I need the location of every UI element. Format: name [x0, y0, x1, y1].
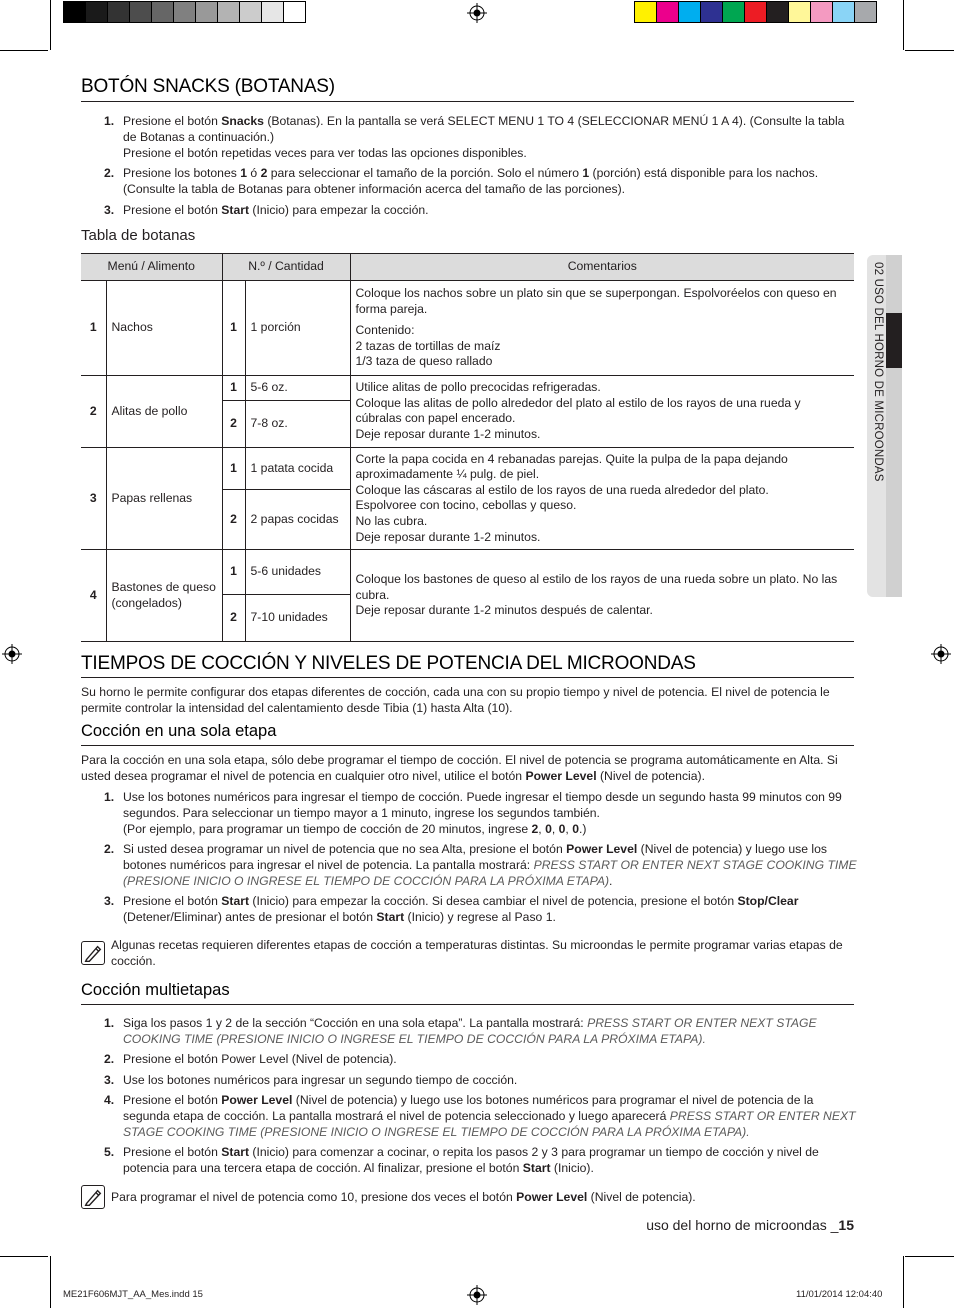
section-title-cooking-times: TIEMPOS DE COCCIÓN Y NIVELES DE POTENCIA DEL MICROONDAS — [81, 653, 696, 674]
comment-text: Deje reposar durante 1-2 minutos. — [355, 426, 541, 441]
multi-stage-step-3: Use los botones numéricos para ingresar un segundo tiempo de cocción. — [123, 1073, 518, 1087]
qty-number: 1 — [222, 447, 245, 490]
crop-mark — [903, 0, 904, 50]
qty-label: 2 papas cocidas — [245, 490, 350, 550]
registration-mark-icon — [467, 1285, 487, 1305]
color-swatch — [129, 1, 152, 23]
step-number: 3. — [104, 203, 115, 217]
snack-step-3: Presione el botón Start (Inicio) para empezar la cocción. — [123, 203, 429, 217]
comment-text: No las cubra. — [355, 513, 428, 528]
snack-step-1: Presione el botón Snacks (Botanas). En la pantalla se verá SELECT MENU 1 TO 4 (SELECCIONAR MENÚ 1 A 4). (Consulte la tabla de Botanas a continuación.) Presione el botón repetidas veces para ver todas las opciones disponibles. — [123, 114, 845, 160]
crop-mark — [0, 1256, 48, 1257]
comment-cell — [350, 550, 854, 642]
page-footer — [646, 1217, 854, 1233]
step-number: 3. — [104, 894, 115, 908]
color-swatch — [678, 1, 701, 23]
qty-number: 2 — [222, 595, 245, 642]
color-swatch — [656, 1, 679, 23]
qty-number: 2 — [222, 400, 245, 447]
subsection-title-multi-stage: Cocción multietapas — [81, 981, 230, 999]
table-row — [81, 550, 854, 595]
table-row — [81, 376, 854, 401]
comment-cell — [350, 376, 854, 448]
step-number: 1. — [104, 1016, 115, 1030]
color-swatch — [700, 1, 723, 23]
grayscale-color-bar — [63, 1, 305, 23]
note-icon — [81, 1185, 105, 1209]
registration-mark-icon — [467, 3, 487, 23]
slug-filename: ME21F606MJT_AA_Mes.indd 15 — [63, 1289, 203, 1300]
crop-mark — [50, 1256, 51, 1308]
color-swatch — [832, 1, 855, 23]
color-swatch — [634, 1, 657, 23]
step-number: 1. — [104, 790, 115, 804]
table-row — [81, 447, 854, 490]
qty-label: 5-6 oz. — [245, 376, 350, 401]
comment-text: Coloque las cáscaras al estilo de los rayos de una rueda alrededor del plato. — [355, 482, 769, 497]
color-swatch — [854, 1, 877, 23]
row-number: 2 — [81, 376, 106, 448]
qty-number: 1 — [222, 550, 245, 595]
single-stage-step-3: Presione el botón Start (Inicio) para empezar la cocción. Si desea cambiar el nivel de potencia, presione el botón Stop/Clear (Detener/Eliminar) antes de presionar el botón Start (Inicio) y regrese al Paso 1. — [123, 894, 799, 924]
row-number: 3 — [81, 447, 106, 550]
food-name: Bastones de queso (congelados) — [106, 550, 222, 642]
qty-number: 1 — [222, 281, 245, 376]
crop-mark — [905, 1256, 954, 1257]
color-swatch — [810, 1, 833, 23]
food-name: Nachos — [106, 281, 222, 376]
step-number: 5. — [104, 1145, 115, 1159]
qty-number: 1 — [222, 376, 245, 401]
snack-table — [81, 253, 854, 642]
qty-number: 2 — [222, 490, 245, 550]
qty-label: 7-10 unidades — [245, 595, 350, 642]
single-stage-note: Algunas recetas requieren diferentes etapas de cocción a temperaturas distintas. Su microondas le permite programar varias etapas de cocción. — [111, 938, 843, 968]
qty-label: 1 patata cocida — [245, 447, 350, 490]
color-swatch — [63, 1, 86, 23]
comment-text: 2 tazas de tortillas de maíz — [355, 338, 501, 353]
note-icon — [81, 941, 105, 965]
comment-text: Coloque los bastones de queso al estilo de los rayos de una rueda sobre un plato. No las cubra. — [355, 572, 838, 602]
page-number: 15 — [838, 1217, 854, 1233]
step-number: 2. — [104, 1052, 115, 1066]
multi-stage-step-1: Siga los pasos 1 y 2 de la sección “Cocción en una sola etapa”. La pantalla mostrará: PRESS START OR ENTER NEXT STAGE COOKING TIME (PRESIONE INICIO O INGRESE EL TIEMPO DE COCCIÓN PARA LA PRÓXIMA ETAPA). — [123, 1016, 817, 1046]
food-name: Alitas de pollo — [106, 376, 222, 448]
food-name: Papas rellenas — [106, 447, 222, 550]
step-number: 2. — [104, 842, 115, 856]
crop-mark — [50, 0, 51, 50]
qty-label: 7-8 oz. — [245, 400, 350, 447]
comment-cell — [350, 447, 854, 550]
slug-date: 11/01/2014 12:04:40 — [796, 1289, 883, 1300]
crop-mark — [903, 1256, 904, 1308]
snack-step-2: Presione los botones 1 ó 2 para seleccionar el tamaño de la porción. Solo el número 1 (porción) está disponible para los nachos. (Consulte la tabla de Botanas para obtener información acerca del tamaño de las porciones). — [123, 166, 819, 196]
crop-mark — [0, 50, 48, 51]
chapter-side-tab-stripe — [886, 255, 902, 597]
color-swatch — [722, 1, 745, 23]
color-swatch — [261, 1, 284, 23]
multi-stage-note: Para programar el nivel de potencia como 10, presione dos veces el botón Power Level (Nivel de potencia). — [111, 1190, 696, 1204]
comment-text: 1/3 taza de queso rallado — [355, 354, 493, 369]
multi-stage-step-4: Presione el botón Power Level (Nivel de potencia) y luego use los botones numéricos para programar el nivel de potencia de la segunda etapa de cocción. La pantalla mostrará el nivel de potencia seleccionado y luego aparecerá PRESS START OR ENTER NEXT STAGE COOKING TIME (PRESIONE INICIO O INGRESE EL TIEMPO DE COCCIÓN PARA LA PRÓXIMA ETAPA). — [123, 1093, 856, 1139]
multi-stage-step-5: Presione el botón Start (Inicio) para comenzar a cocinar, o repita los pasos 2 y 3 para programar un tiempo de cocción y nivel de potencia para una tercera etapa de cocción. Al finalizar, presione el botón Start (Inicio). — [123, 1145, 819, 1175]
single-stage-step-1: Use los botones numéricos para ingresar el tiempo de cocción. Puede ingresar el tiempo desde un segundo hasta 99 minutos con 99 segundos. Para seleccionar un tiempo mayor a 1 minuto, ingrese los segundos también. (Por ejemplo, para programar un tiempo de cocción de 20 minutos, ingrese 2, 0, 0, 0.) — [123, 790, 842, 836]
step-number: 2. — [104, 166, 115, 180]
color-swatch — [766, 1, 789, 23]
crop-mark — [905, 50, 954, 51]
comment-text: Deje reposar durante 1-2 minutos. — [355, 529, 541, 544]
comment-text: Coloque los nachos sobre un plato sin que se superpongan. Espolvoréelos con queso en forma pareja. — [355, 286, 837, 316]
section-title-snacks: BOTÓN SNACKS (BOTANAS) — [81, 76, 335, 97]
color-swatch — [195, 1, 218, 23]
color-swatch — [283, 1, 306, 23]
section-rule — [81, 101, 854, 102]
chapter-side-tab-marker — [886, 313, 902, 368]
registration-mark-icon — [2, 644, 22, 664]
color-swatch — [239, 1, 262, 23]
subsection-title-single-stage: Cocción en una sola etapa — [81, 722, 277, 740]
qty-label: 5-6 unidades — [245, 550, 350, 595]
color-swatch — [217, 1, 240, 23]
table-caption: Tabla de botanas — [81, 227, 196, 244]
comment-text: Espolvoree con tocino, cebollas y queso. — [355, 498, 577, 513]
single-stage-intro: Para la cocción en una sola etapa, sólo debe programar el tiempo de cocción. El nivel de potencia se programa automáticamente en Alta. Si usted desea programar el nivel de potencia en cualquier otro nivel, utilice el botón Power Level (Nivel de potencia). — [81, 753, 838, 783]
registration-mark-icon — [931, 644, 951, 664]
qty-label: 1 porción — [245, 281, 350, 376]
step-number: 4. — [104, 1093, 115, 1107]
table-header-quantity: N.º / Cantidad — [222, 254, 350, 281]
chapter-side-tab-label: 02 USO DEL HORNO DE MICROONDAS — [872, 262, 884, 482]
comment-text: Utilice alitas de pollo precocidas refrigeradas. — [355, 380, 601, 395]
table-header-menu: Menú / Alimento — [81, 254, 222, 281]
table-row — [81, 281, 854, 376]
comment-text: Deje reposar durante 1-2 minutos después de calentar. — [355, 603, 653, 618]
row-number: 4 — [81, 550, 106, 642]
multi-stage-step-2: Presione el botón Power Level (Nivel de potencia). — [123, 1052, 397, 1066]
color-swatch — [173, 1, 196, 23]
footer-label: uso del horno de microondas _ — [646, 1217, 839, 1233]
comment-text: Contenido: — [355, 323, 415, 338]
table-header-comments: Comentarios — [350, 254, 854, 281]
step-number: 3. — [104, 1073, 115, 1087]
color-swatch — [788, 1, 811, 23]
color-swatch — [744, 1, 767, 23]
single-stage-step-2: Si usted desea programar un nivel de potencia que no sea Alta, presione el botón Power Level (Nivel de potencia) y luego use los botones numéricos para ingresar el nivel de potencia. La pantalla mostrará: PRESS START OR ENTER NEXT STAGE COOKING TIME (PRESIONE INICIO O INGRESE EL TIEMPO DE COCCIÓN PARA LA PRÓXIMA ETAPA). — [123, 842, 857, 888]
color-swatch — [85, 1, 108, 23]
process-color-bar — [634, 1, 876, 23]
subsection-rule — [81, 745, 854, 746]
section2-intro: Su horno le permite configurar dos etapas diferentes de cocción, cada una con su propio tiempo y nivel de potencia. El nivel de potencia le permite controlar la intensidad del calentamiento desde Tibia (1) hasta Alta (10). — [81, 685, 830, 715]
step-number: 1. — [104, 114, 115, 128]
comment-cell — [350, 281, 854, 376]
color-swatch — [151, 1, 174, 23]
comment-text: Coloque las alitas de pollo alrededor del plato al estilo de los rayos de una rueda y cúbralas con papel encerado. — [355, 395, 801, 426]
color-swatch — [107, 1, 130, 23]
subsection-rule — [81, 1004, 854, 1005]
section-rule — [81, 677, 854, 678]
row-number: 1 — [81, 281, 106, 376]
comment-text: Corte la papa cocida en 4 rebanadas parejas. Quite la pulpa de la papa dejando aproximadamente ¼ pulg. de piel. — [355, 451, 788, 482]
